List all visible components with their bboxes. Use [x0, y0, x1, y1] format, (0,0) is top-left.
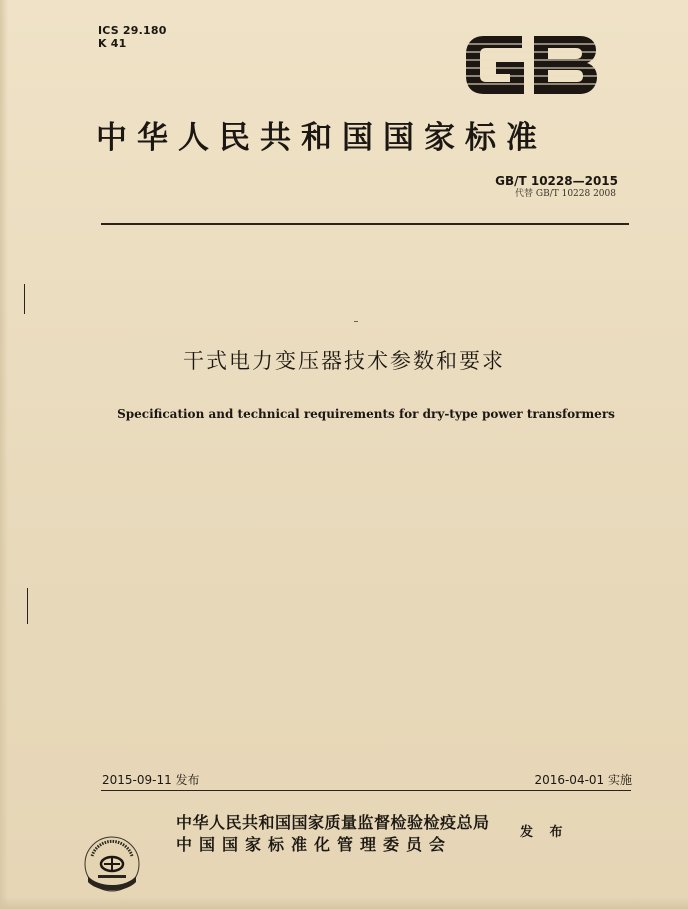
document-title-english: Specification and technical requirements for dry-type power transformers: [117, 407, 615, 421]
issuer-sac: 中国国家标准化管理委员会: [176, 835, 453, 854]
scan-bottom-edge: [0, 897, 688, 909]
issue-date: 2015-09-11 发布: [102, 773, 200, 787]
ics-code: ICS 29.180: [98, 24, 167, 37]
header-divider: [101, 223, 629, 225]
document-title-chinese: 干式电力变压器技术参数和要求: [183, 349, 505, 373]
issuer-aqsiq: 中华人民共和国国家质量监督检验检疫总局: [176, 813, 490, 832]
implementation-date: 2016-04-01 实施: [534, 773, 632, 787]
gb-logo-letters: [466, 36, 597, 94]
gb-logo: [462, 30, 600, 100]
classification-block: [98, 24, 167, 50]
footer-divider: [101, 790, 631, 791]
binding-mark-upper: [24, 284, 25, 314]
scan-speck: [354, 321, 358, 322]
replaced-standard: 代替 GB/T 10228 2008: [515, 189, 616, 199]
ccs-code: K 41: [98, 37, 127, 50]
binding-mark-lower: [27, 588, 28, 624]
publisher-seal-icon: [80, 830, 144, 894]
scan-edge-shadow: [0, 0, 8, 909]
national-standard-heading: 中华人民共和国国家标准: [96, 120, 547, 156]
publish-label: 发 布: [520, 825, 569, 840]
standard-number: GB/T 10228—2015: [495, 174, 618, 188]
